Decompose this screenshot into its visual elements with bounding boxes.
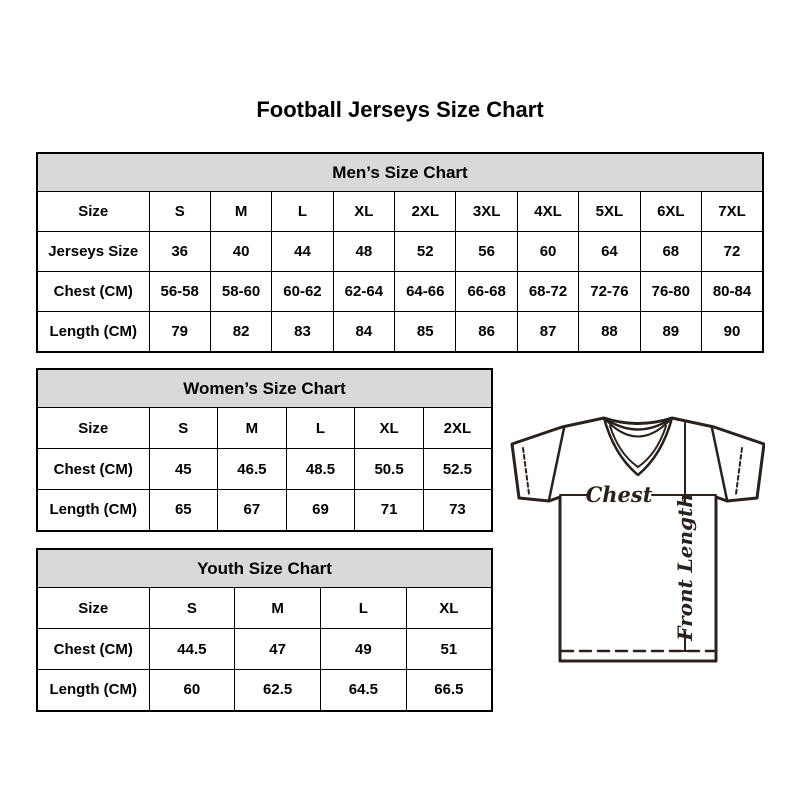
size-cell: 2XL — [395, 192, 456, 232]
chest-cell: 49 — [321, 629, 407, 670]
row-label: Chest (CM) — [37, 629, 149, 670]
chest-cell: 45 — [149, 449, 218, 490]
length-cell: 85 — [395, 312, 456, 352]
jerseys-size-cell: 56 — [456, 232, 517, 272]
chest-cell: 64-66 — [395, 272, 456, 312]
jerseys-size-cell: 48 — [333, 232, 394, 272]
row-label: Size — [37, 192, 149, 232]
jerseys-size-cell: 52 — [395, 232, 456, 272]
table-row — [37, 272, 763, 312]
size-cell: 6XL — [640, 192, 701, 232]
womens-size-table — [36, 368, 493, 532]
length-cell: 89 — [640, 312, 701, 352]
size-cell: 4XL — [517, 192, 578, 232]
chest-cell: 76-80 — [640, 272, 701, 312]
table-row — [37, 408, 492, 449]
table-header-row — [37, 549, 492, 588]
chest-cell: 72-76 — [579, 272, 640, 312]
chest-cell: 50.5 — [355, 449, 424, 490]
jerseys-size-cell: 60 — [517, 232, 578, 272]
chest-cell: 51 — [406, 629, 492, 670]
size-cell: S — [149, 408, 218, 449]
chest-label: Chest — [585, 482, 653, 507]
size-cell: S — [149, 588, 235, 629]
chest-cell: 58-60 — [210, 272, 271, 312]
chest-cell: 60-62 — [272, 272, 333, 312]
size-cell: 2XL — [423, 408, 492, 449]
size-cell: L — [321, 588, 407, 629]
length-cell: 69 — [286, 490, 355, 531]
size-cell: L — [272, 192, 333, 232]
table-row — [37, 629, 492, 670]
chest-cell: 62-64 — [333, 272, 394, 312]
row-label: Length (CM) — [37, 490, 149, 531]
womens-table-title: Women’s Size Chart — [37, 369, 492, 408]
length-cell: 62.5 — [235, 670, 321, 711]
chest-cell: 46.5 — [218, 449, 287, 490]
size-cell: XL — [406, 588, 492, 629]
mens-size-table — [36, 152, 764, 353]
length-cell: 83 — [272, 312, 333, 352]
chest-cell: 68-72 — [517, 272, 578, 312]
page-title: Football Jerseys Size Chart — [256, 97, 544, 122]
chest-cell: 44.5 — [149, 629, 235, 670]
length-cell: 60 — [149, 670, 235, 711]
jerseys-size-cell: 64 — [579, 232, 640, 272]
length-cell: 67 — [218, 490, 287, 531]
length-cell: 79 — [149, 312, 210, 352]
table-row — [37, 312, 763, 352]
jerseys-size-cell: 68 — [640, 232, 701, 272]
length-cell: 88 — [579, 312, 640, 352]
youth-size-table — [36, 548, 493, 712]
chest-cell: 80-84 — [702, 272, 763, 312]
length-cell: 87 — [517, 312, 578, 352]
table-row — [37, 670, 492, 711]
length-cell: 66.5 — [406, 670, 492, 711]
chest-cell: 47 — [235, 629, 321, 670]
size-cell: L — [286, 408, 355, 449]
size-cell: 3XL — [456, 192, 517, 232]
length-cell: 82 — [210, 312, 271, 352]
table-row — [37, 490, 492, 531]
table-header-row — [37, 369, 492, 408]
table-header-row — [37, 153, 763, 192]
length-cell: 84 — [333, 312, 394, 352]
chest-cell: 56-58 — [149, 272, 210, 312]
jersey-diagram — [500, 399, 765, 674]
row-label: Size — [37, 408, 149, 449]
table-row — [37, 588, 492, 629]
length-cell: 65 — [149, 490, 218, 531]
chest-cell: 52.5 — [423, 449, 492, 490]
row-label: Size — [37, 588, 149, 629]
jerseys-size-cell: 40 — [210, 232, 271, 272]
mens-table-title: Men’s Size Chart — [37, 153, 763, 192]
table-row — [37, 449, 492, 490]
size-cell: M — [218, 408, 287, 449]
table-row — [37, 192, 763, 232]
jerseys-size-cell: 72 — [702, 232, 763, 272]
chest-cell: 66-68 — [456, 272, 517, 312]
size-cell: XL — [355, 408, 424, 449]
size-cell: 7XL — [702, 192, 763, 232]
size-cell: S — [149, 192, 210, 232]
length-cell: 73 — [423, 490, 492, 531]
size-cell: 5XL — [579, 192, 640, 232]
row-label: Length (CM) — [37, 670, 149, 711]
row-label: Chest (CM) — [37, 449, 149, 490]
length-cell: 71 — [355, 490, 424, 531]
chest-cell: 48.5 — [286, 449, 355, 490]
youth-table-title: Youth Size Chart — [37, 549, 492, 588]
jerseys-size-cell: 36 — [149, 232, 210, 272]
table-row — [37, 232, 763, 272]
size-cell: M — [235, 588, 321, 629]
front-length-label: Front Length — [673, 493, 697, 641]
jersey-outline — [512, 418, 764, 661]
size-cell: M — [210, 192, 271, 232]
length-cell: 64.5 — [321, 670, 407, 711]
length-cell: 86 — [456, 312, 517, 352]
row-label: Length (CM) — [37, 312, 149, 352]
length-cell: 90 — [702, 312, 763, 352]
row-label: Jerseys Size — [37, 232, 149, 272]
jerseys-size-cell: 44 — [272, 232, 333, 272]
size-cell: XL — [333, 192, 394, 232]
row-label: Chest (CM) — [37, 272, 149, 312]
